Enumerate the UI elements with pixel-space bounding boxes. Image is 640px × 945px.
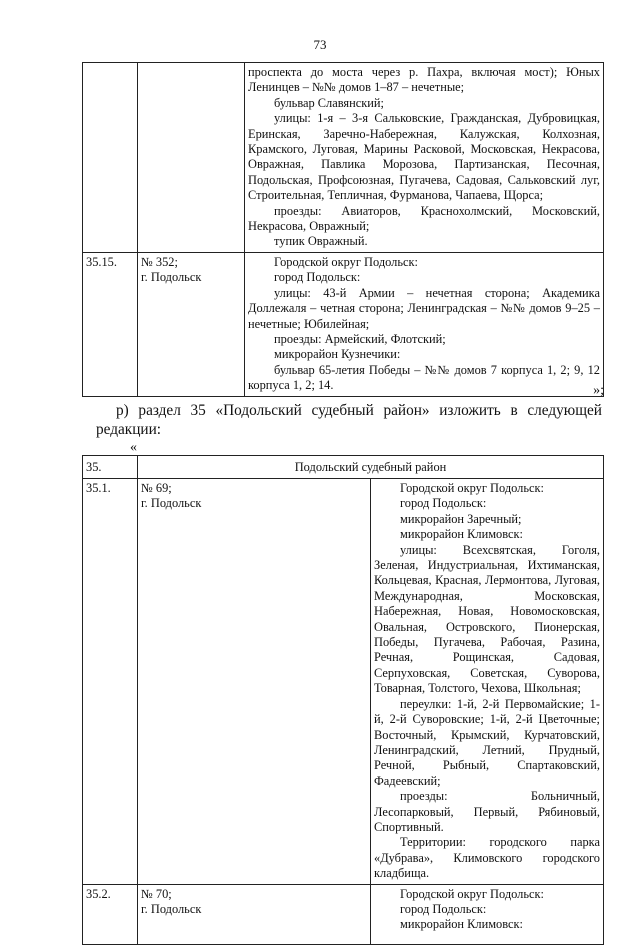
court-cell bbox=[138, 479, 371, 885]
closing-quote: »; bbox=[593, 383, 604, 398]
section-number-cell: 35. bbox=[83, 456, 138, 479]
territory-line: улицы: 43-й Армии – нечетная сторона; Академика Доллежаля – четная сторона; Ленинградская – №№ домов 9–25 – нечетные; Юбилейная; bbox=[248, 285, 600, 331]
court-cell bbox=[138, 63, 245, 253]
table-row bbox=[83, 479, 604, 885]
row-number-cell bbox=[83, 63, 138, 253]
territory-line: микрорайон Заречный; bbox=[400, 511, 522, 526]
territory-line: Территории: городского парка «Дубрава», Климовского городского кладбища. bbox=[374, 835, 600, 881]
territory-line: город Подольск: bbox=[400, 901, 487, 916]
table-header-row bbox=[83, 456, 604, 479]
territory-line: проезды: Армейский, Флотский; bbox=[274, 331, 446, 346]
court-city: г. Подольск bbox=[141, 496, 202, 511]
court-cell bbox=[138, 252, 245, 396]
territory-line: город Подольск: bbox=[400, 496, 487, 511]
territory-line: микрорайон Кузнечики: bbox=[274, 347, 401, 362]
territory-cell bbox=[371, 884, 604, 944]
territory-line: проспекта до моста через р. Пахра, включая мост); Юных Ленинцев – №№ домов 1–87 – нечетные; bbox=[248, 65, 600, 95]
district-table-continued bbox=[82, 62, 604, 397]
territory-cell bbox=[245, 63, 604, 253]
territory-line: микрорайон Климовск: bbox=[400, 527, 523, 542]
table-row bbox=[83, 252, 604, 396]
territory-cell bbox=[245, 252, 604, 396]
court-number: № 70; bbox=[141, 886, 172, 901]
territory-line: бульвар 65-летия Победы – №№ домов 7 корпуса 1, 2; 9, 12 корпуса 1, 2; 14. bbox=[248, 362, 600, 393]
territory-line: проезды: Больничный, Лесопарковый, Первый, Рябиновый, Спортивный. bbox=[374, 789, 600, 834]
territory-line: улицы: 1-я – 3-я Сальковские, Гражданская, Дубровицкая, Еринская, Заречно-Набережная, Калужская, Колхозная, Крамского, Луговая, Марины Расковой, Московская, Некрасова, Овражная, Павлика Морозова, Партизанская, Песочная, Подольская, Профсоюзная, Пугачева, Садовая, Сальковский луг, Строительная, Тепличная, Фурманова, Чапаева, Щорса; bbox=[248, 111, 600, 203]
row-number-cell: 35.2. bbox=[83, 884, 138, 944]
opening-quote: « bbox=[130, 440, 137, 455]
section-title-cell: Подольский судебный район bbox=[138, 456, 604, 479]
territory-line: город Подольск: bbox=[274, 270, 361, 285]
court-number: № 352; bbox=[141, 254, 178, 269]
territory-line: бульвар Славянский; bbox=[274, 95, 384, 110]
court-cell bbox=[138, 884, 371, 944]
territory-line: Городской округ Подольск: bbox=[274, 254, 418, 269]
court-number: № 69; bbox=[141, 481, 172, 495]
territory-line: микрорайон Климовск: bbox=[400, 917, 523, 932]
table-row bbox=[83, 884, 604, 944]
page-number: 73 bbox=[313, 37, 327, 52]
territory-cell bbox=[371, 479, 604, 885]
territory-line: Городской округ Подольск: bbox=[400, 481, 544, 495]
podolsk-district-table bbox=[82, 455, 604, 945]
court-city: г. Подольск bbox=[141, 270, 202, 285]
court-city: г. Подольск bbox=[141, 901, 202, 916]
territory-line: тупик Овражный. bbox=[274, 234, 368, 249]
table-row bbox=[83, 63, 604, 253]
row-number-cell: 35.1. bbox=[83, 479, 138, 885]
amendment-paragraph: р) раздел 35 «Подольский судебный район» изложить в следующей редакции: bbox=[96, 402, 602, 438]
row-number-cell: 35.15. bbox=[83, 252, 138, 396]
territory-line: проезды: Авиаторов, Краснохолмский, Московский, Некрасова, Овражный; bbox=[248, 203, 600, 234]
territory-line: Городской округ Подольск: bbox=[400, 886, 544, 901]
territory-line: переулки: 1-й, 2-й Первомайские; 1-й, 2-й Суворовские; 1-й, 2-й Цветочные; Восточный, Крымский, Курчатовский, Ленинградский, Летний, Прудный, Речной, Рыбный, Спартаковский, Фадеевский; bbox=[374, 696, 600, 788]
territory-line: улицы: Всехсвятская, Гоголя, Зеленая, Индустриальная, Ихтиманская, Кольцевая, Красная, Лермонтова, Луговая, Международная, Московская, Набережная, Новая, Новомосковская, Овальная, Островского, Пионерская, Победы, Пугачева, Рабочая, Разина, Речная, Рощинская, Садовая, Серпуховская, Советская, Суворова, Товарная, Толстого, Чехова, Школьная; bbox=[374, 542, 600, 696]
